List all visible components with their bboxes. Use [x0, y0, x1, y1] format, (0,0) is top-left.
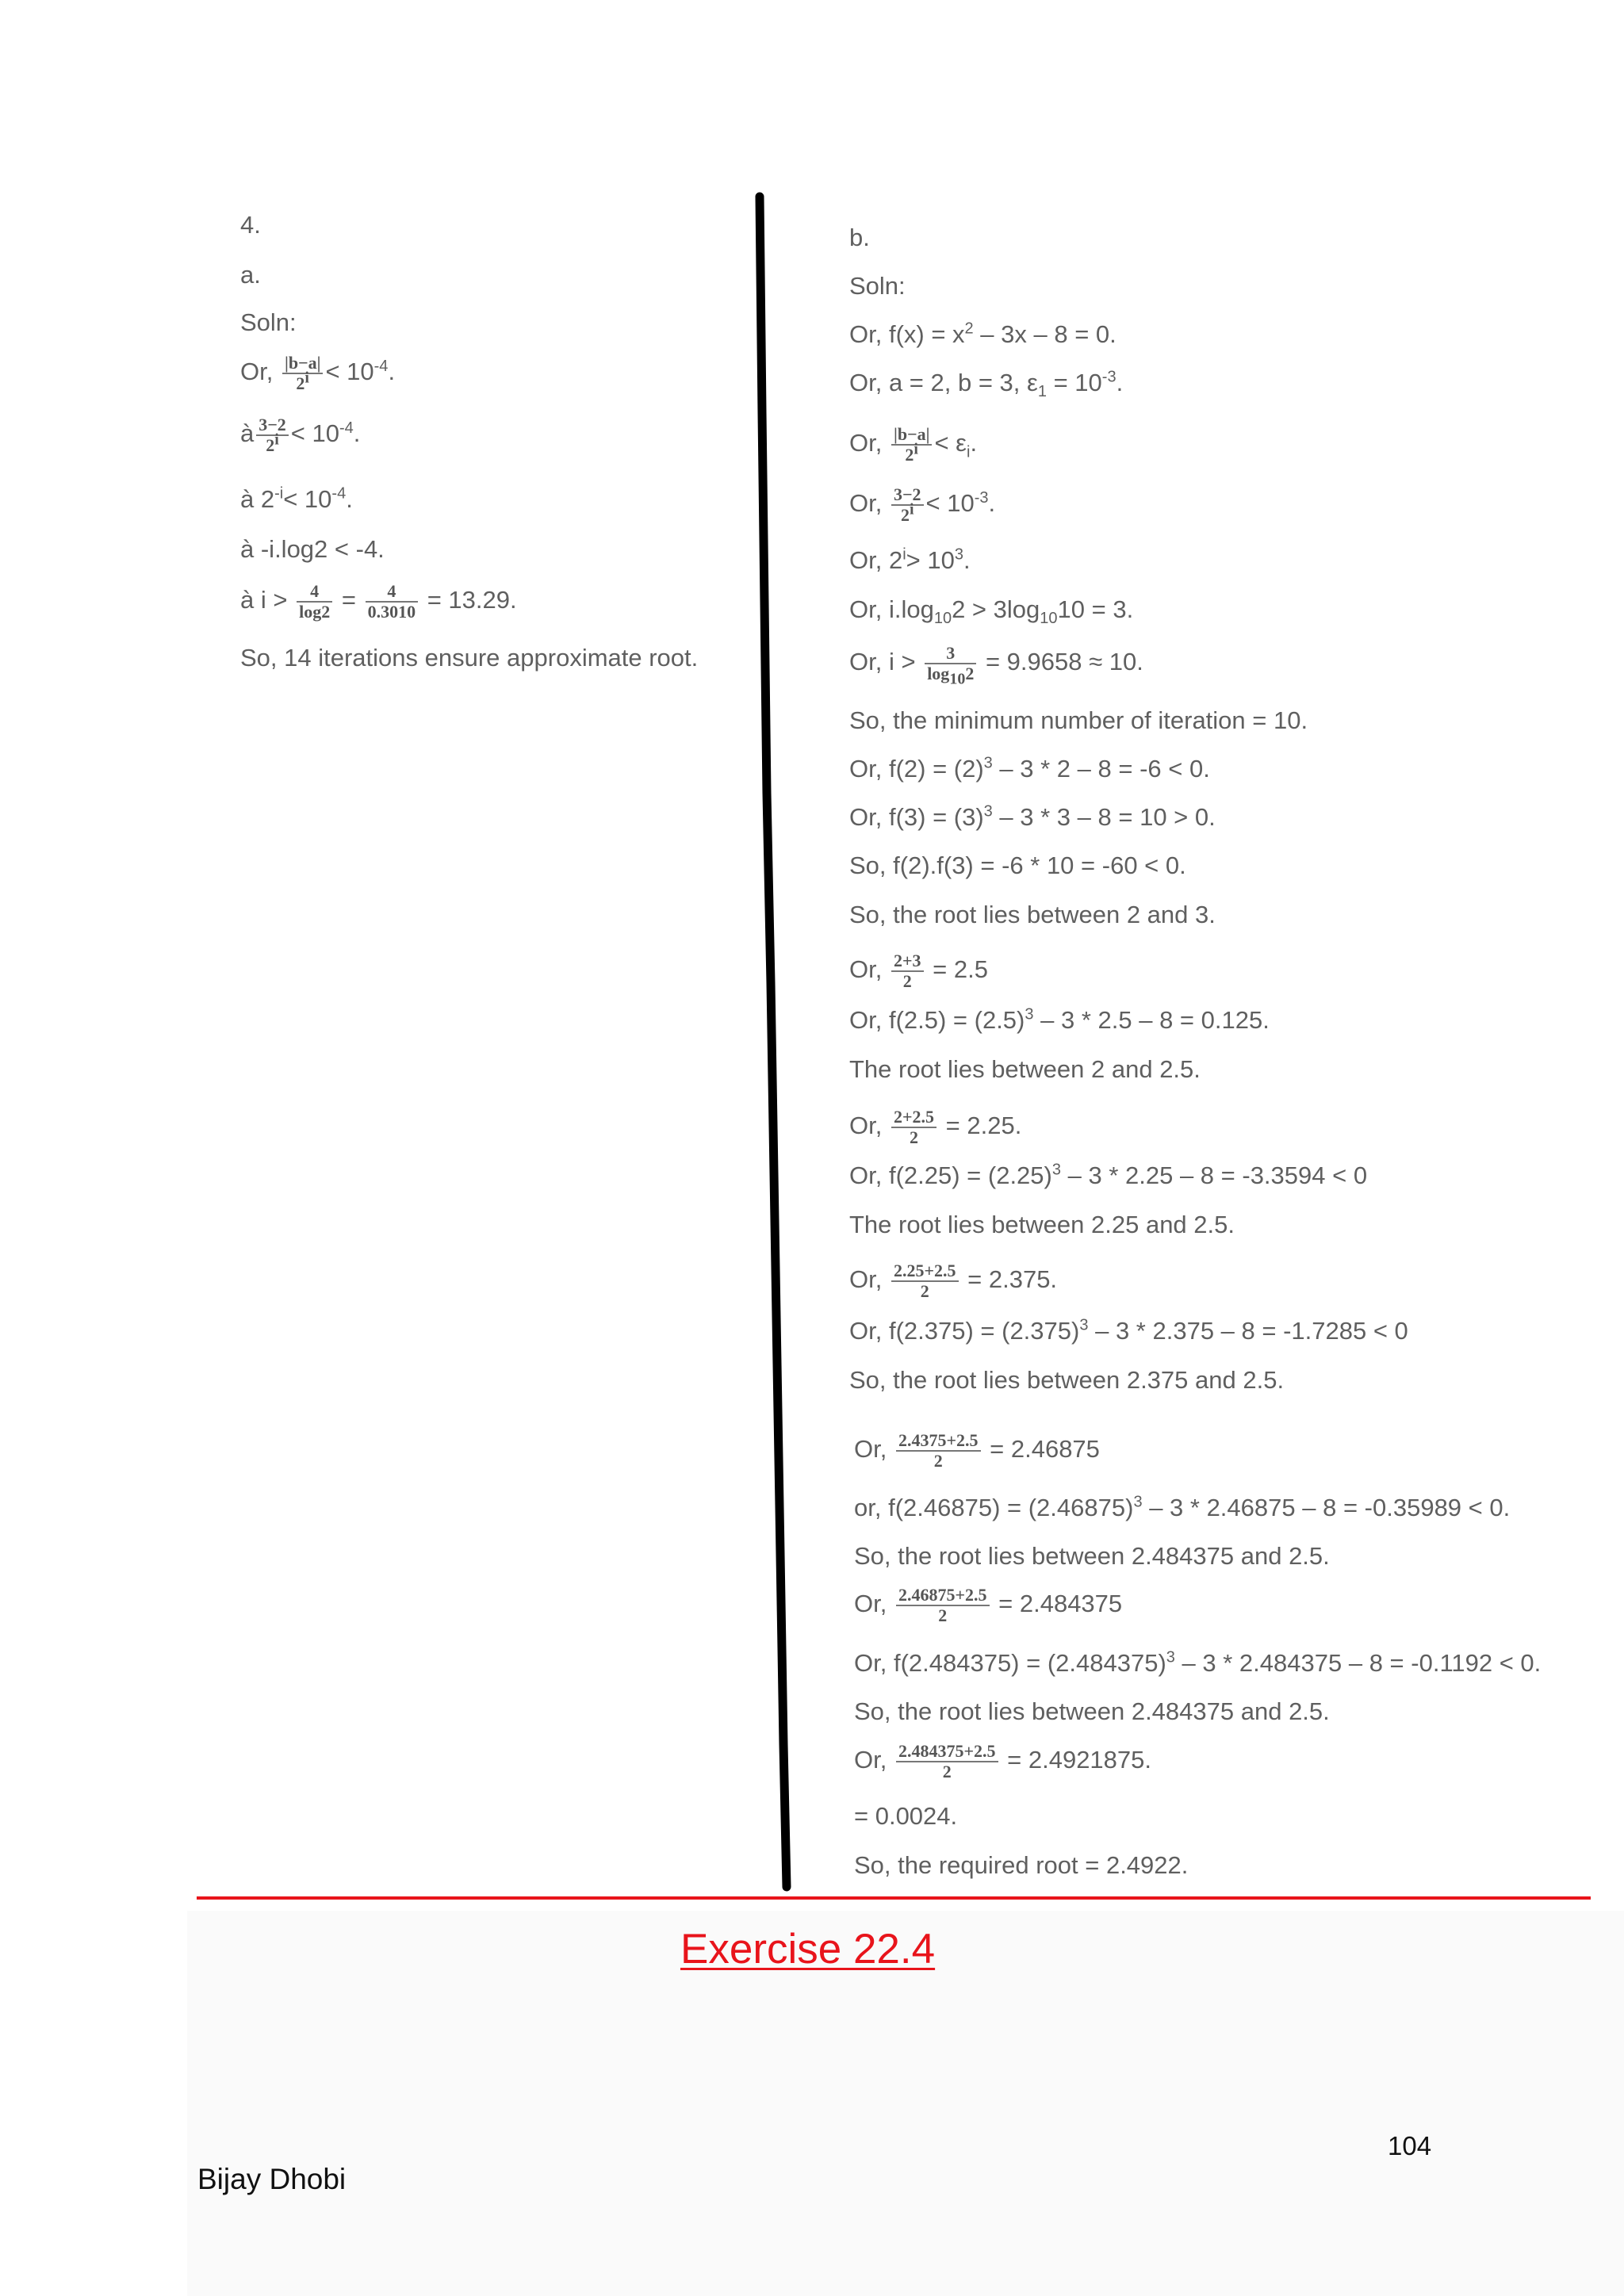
fraction	[896, 1431, 981, 1471]
fraction-denominator: 2	[933, 1451, 943, 1471]
fraction-denominator: 2	[920, 1281, 929, 1301]
fraction-denominator	[925, 664, 976, 688]
fraction-denominator: 2	[938, 1605, 948, 1625]
fraction-numerator: 2.4375+2.5	[896, 1431, 981, 1452]
den-base: log	[927, 664, 950, 683]
eq-text: The root lies between 2.25 and 2.5.	[849, 1211, 1235, 1238]
eq-text: Or,	[849, 489, 883, 518]
fraction-numerator: 3−2	[891, 485, 924, 506]
fraction-numerator: 2+3	[891, 951, 924, 972]
equation-line	[849, 951, 988, 991]
eq-text: – 3 * 3 – 8 = 10 > 0.	[999, 803, 1216, 831]
eq-text: = 2.484375	[998, 1590, 1123, 1618]
eq-text: So, the required root = 2.4922.	[854, 1851, 1189, 1879]
fraction-numerator: |b−a|	[891, 425, 932, 446]
eq-text: – 3 * 2.46875 – 8 = -0.35989 < 0.	[1149, 1494, 1511, 1521]
eq-text: Or, 2	[849, 546, 903, 574]
fraction	[925, 643, 976, 688]
eq-text: So, the root lies between 2.484375 and 2.5.	[854, 1697, 1330, 1725]
eq-text: Or,	[854, 1590, 887, 1618]
eq-text: Or, f(2.375) = (2.375)	[849, 1317, 1080, 1345]
eq-text: Or, f(2) = (2)	[849, 755, 984, 783]
eq-text: – 3 * 2.375 – 8 = -1.7285 < 0	[1095, 1317, 1408, 1345]
den-base: 2	[266, 435, 275, 455]
exponent: -3	[974, 488, 989, 507]
eq-text: 10 = 3.	[1057, 595, 1134, 623]
equation-line	[849, 753, 1210, 785]
eq-text: = 0.0024.	[854, 1802, 958, 1830]
author-footer: Bijay Dhobi	[197, 2163, 347, 2195]
eq-text: Or,	[854, 1435, 887, 1464]
left-line: a.	[240, 261, 261, 289]
eq-text: = 2.375.	[967, 1265, 1058, 1294]
fraction-denominator: 2	[909, 1127, 918, 1147]
eq-text: = 2.46875	[990, 1435, 1100, 1464]
equation-line	[849, 594, 1133, 626]
equation-line	[849, 1108, 1021, 1147]
eq-text: .	[346, 485, 353, 513]
exponent: -3	[1101, 368, 1116, 386]
fraction-denominator: 2	[902, 971, 912, 991]
exercise-heading: Exercise 22.4	[680, 1926, 936, 1973]
eq-text: – 3 * 2.25 – 8 = -3.3594 < 0	[1067, 1161, 1368, 1189]
eq-text: = 10	[1053, 369, 1102, 396]
fraction-numerator: 3	[925, 644, 976, 664]
eq-text: < ε	[934, 429, 967, 457]
section-divider-line	[197, 1896, 1591, 1900]
equation-line	[849, 367, 1123, 399]
subscript: 10	[1040, 610, 1058, 628]
equation-line	[849, 1315, 1408, 1347]
fraction-numerator: 3−2	[256, 415, 289, 436]
eq-text: 2 > 3log	[952, 595, 1040, 623]
eq-text: .	[963, 546, 971, 574]
fraction-denominator: 2	[942, 1762, 952, 1781]
fraction	[891, 1261, 959, 1301]
fraction	[896, 1586, 990, 1625]
eq-text: .	[988, 489, 996, 518]
statement-line	[854, 1540, 1330, 1572]
fraction-numerator: 2+2.5	[891, 1108, 936, 1128]
fraction-denominator: log2	[299, 602, 331, 622]
statement-line	[854, 1696, 1330, 1728]
eq-text: – 3 * 2.484375 – 8 = -0.1192 < 0.	[1182, 1649, 1542, 1677]
eq-text: Or, i >	[849, 648, 916, 676]
exponent: 3	[983, 754, 993, 772]
eq-text: .	[353, 419, 361, 448]
den-exponent: i	[909, 500, 914, 519]
part-label	[849, 222, 870, 254]
eq-text: – 3x – 8 = 0.	[980, 320, 1116, 348]
eq-text: .	[970, 429, 978, 457]
fraction	[891, 425, 932, 465]
equation-line	[849, 802, 1216, 833]
equation-line	[849, 425, 977, 465]
equation-line	[849, 1261, 1057, 1301]
eq-text: =	[341, 586, 356, 614]
equation-line	[849, 319, 1116, 350]
subscript: 1	[1037, 383, 1047, 401]
eq-text: Or,	[854, 1746, 887, 1774]
exponent: -4	[373, 357, 389, 375]
eq-text: à i >	[240, 586, 288, 614]
eq-text: Or,	[849, 955, 883, 984]
eq-text: = 13.29.	[427, 586, 517, 614]
exponent: 3	[1133, 1493, 1143, 1511]
eq-text: = 2.4921875.	[1007, 1746, 1152, 1774]
eq-text: = 9.9658 ≈ 10.	[985, 648, 1143, 676]
fraction-numerator: 2.484375+2.5	[896, 1742, 998, 1762]
exponent: 2	[964, 320, 974, 338]
eq-text: Or,	[849, 429, 883, 457]
eq-text: Or, i.log	[849, 595, 934, 623]
eq-text: So, the root lies between 2.484375 and 2.5.	[854, 1542, 1330, 1570]
eq-text: < 10	[325, 358, 374, 386]
exponent: 3	[983, 802, 993, 821]
eq-text: Or, f(3) = (3)	[849, 803, 984, 831]
eq-text: < 10	[925, 489, 975, 518]
equation-line	[854, 1742, 1151, 1781]
equation-line	[849, 643, 1143, 688]
subscript: 10	[933, 610, 952, 628]
den-exponent: i	[914, 440, 918, 458]
fraction-numerator: |b−a|	[282, 354, 323, 374]
eq-text: – 3 * 2.5 – 8 = 0.125.	[1040, 1006, 1270, 1034]
eq-text: Or, f(x) = x	[849, 320, 965, 348]
eq-text: Or, a = 2, b = 3, ε	[849, 369, 1038, 396]
eq-text: à 2	[240, 485, 275, 513]
eq-text: Or,	[240, 358, 274, 386]
eq-text: Or, f(2.484375) = (2.484375)	[854, 1649, 1166, 1677]
eq-text: or, f(2.46875) = (2.46875)	[854, 1494, 1134, 1521]
equation-line	[854, 1492, 1510, 1524]
right-line: b.	[849, 224, 870, 251]
den-base: 2	[296, 373, 305, 393]
equation-line	[854, 1647, 1541, 1679]
den-base: 2	[900, 505, 910, 525]
exponent: 3	[1025, 1005, 1034, 1024]
eq-text: Or, f(2.5) = (2.5)	[849, 1006, 1025, 1034]
statement-line	[849, 1054, 1201, 1085]
fraction-denominator	[891, 440, 932, 465]
eq-text: < 10	[283, 485, 332, 513]
eq-text: So, 14 iterations ensure approximate root.	[240, 644, 699, 672]
statement-line	[849, 850, 1186, 882]
exponent: 3	[954, 545, 963, 564]
eq-text: So, the root lies between 2.375 and 2.5.	[849, 1366, 1285, 1394]
equation-line	[854, 1431, 1100, 1471]
fraction-numerator: 2.46875+2.5	[896, 1586, 990, 1606]
statement-line	[849, 1364, 1284, 1396]
eq-text: à -i.log2 < -4.	[240, 535, 385, 563]
fraction	[891, 485, 924, 525]
page-number: 104	[1388, 2131, 1432, 2160]
den-exponent: i	[274, 430, 279, 449]
eq-text: .	[1116, 369, 1124, 396]
soln-label	[849, 270, 906, 302]
eq-text: So, the root lies between 2 and 3.	[849, 901, 1216, 928]
eq-text: > 10	[906, 546, 955, 574]
left-line: Soln:	[240, 308, 297, 336]
exponent: 3	[1166, 1648, 1175, 1667]
equation-line	[849, 1160, 1367, 1192]
eq-text: = 2.5	[933, 955, 988, 984]
eq-text: à	[240, 419, 255, 448]
eq-text: Or,	[849, 1112, 883, 1140]
equation-line	[849, 1004, 1270, 1036]
den-base: 2	[965, 664, 975, 683]
fraction-numerator: 4	[366, 582, 419, 603]
exponent: -4	[331, 484, 347, 503]
eq-text: .	[388, 358, 396, 386]
exponent: -4	[339, 419, 354, 437]
equation-line	[849, 485, 995, 525]
final-answer-line	[854, 1850, 1188, 1881]
den-subscript: 10	[949, 670, 966, 688]
left-line: 4.	[240, 211, 261, 239]
statement-line	[849, 705, 1308, 737]
fraction	[891, 1108, 936, 1147]
equation-line	[849, 545, 971, 576]
den-base: 2	[905, 445, 914, 465]
eq-text: Or, f(2.25) = (2.25)	[849, 1161, 1052, 1189]
fraction-numerator: 4	[297, 582, 332, 603]
fraction-denominator	[891, 500, 924, 525]
eq-text: The root lies between 2 and 2.5.	[849, 1055, 1201, 1083]
statement-line	[849, 899, 1216, 931]
fraction-numerator: 2.25+2.5	[891, 1261, 959, 1282]
fraction	[896, 1742, 998, 1781]
den-exponent: i	[304, 369, 309, 387]
exponent: 3	[1079, 1316, 1089, 1334]
fraction	[891, 951, 924, 991]
exponent: i	[902, 545, 906, 564]
equation-line	[854, 1586, 1122, 1625]
exponent: -i	[274, 484, 284, 503]
eq-text: = 2.25.	[945, 1112, 1022, 1140]
eq-text: So, f(2).f(3) = -6 * 10 = -60 < 0.	[849, 851, 1186, 879]
eq-text: Or,	[849, 1265, 883, 1294]
eq-text: < 10	[290, 419, 339, 448]
exponent: 3	[1051, 1161, 1061, 1179]
fraction-denominator: 0.3010	[367, 602, 416, 622]
subscript: i	[966, 443, 971, 461]
statement-line	[854, 1800, 957, 1832]
eq-text: So, the minimum number of iteration = 10.	[849, 706, 1308, 734]
statement-line	[849, 1209, 1235, 1241]
eq-text: – 3 * 2 – 8 = -6 < 0.	[999, 755, 1210, 783]
right-line: Soln:	[849, 272, 906, 300]
